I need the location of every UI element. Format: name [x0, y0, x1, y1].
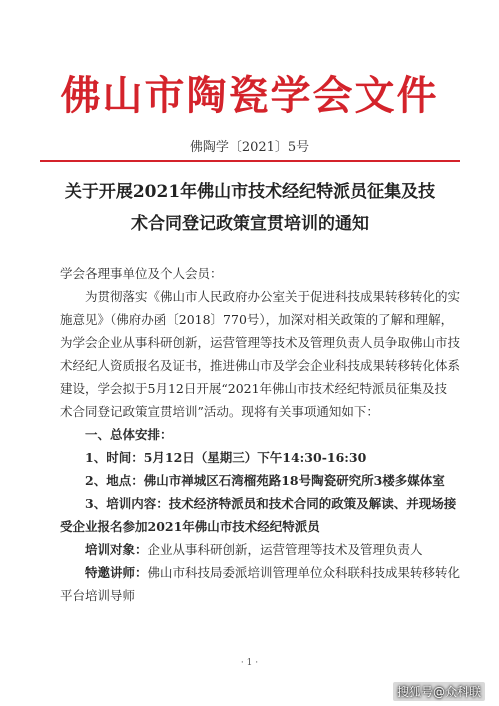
notice-body — [60, 262, 462, 607]
section-heading-arrangement: 一、总体安排： — [85, 427, 173, 442]
training-target-label: 培训对象： — [85, 542, 148, 557]
document-number: 佛陶学〔2021〕5号 — [189, 140, 310, 155]
notice-title-line-2: 术合同登记政策宣贯培训的通知 — [131, 214, 369, 234]
item-time: 1、时间：5月12日（星期三）下午14:30-16:30 — [85, 450, 367, 465]
intro-line-2: 施意见》（佛府办函〔2018〕770号），加深对相关政策的了解和理解， — [60, 312, 454, 327]
item-content-line-2: 受企业报名参加2021年佛山市技术经纪特派员 — [60, 519, 320, 534]
intro-line-3: 为学会企业从事科研创新，运营管理等技术及管理负责人员争取佛山市技 — [60, 335, 461, 350]
intro-line-1: 为贯彻落实《佛山市人民政府办公室关于促进科技成果转移转化的实 — [85, 289, 461, 304]
guest-lecturer-text: 佛山市科技局委派培训管理单位众科联科技成果转移转化 — [147, 565, 461, 580]
notice-title — [40, 176, 460, 240]
item-location: 2、地点：佛山市禅城区石湾榴苑路18号陶瓷研究所3楼多媒体室 — [85, 473, 445, 488]
guest-lecturer — [60, 561, 462, 584]
intro-line-5: 建设，学会拟于5月12日开展“2021年佛山市技术经纪特派员征集及技 — [60, 381, 448, 396]
training-target — [60, 538, 462, 561]
training-target-text: 企业从事科研创新，运营管理等技术及管理负责人 — [147, 542, 423, 557]
page-number: · 1 · — [240, 658, 259, 668]
intro-line-4: 术经纪人资质报名及证书，推进佛山市及学会企业科技成果转移转化体系 — [60, 358, 461, 373]
red-divider-line — [40, 160, 460, 162]
intro-line-6: 术合同登记政策宣贯培训”活动。现将有关事项通知如下： — [60, 404, 379, 419]
guest-lecturer-line-2: 平台培训导师 — [60, 588, 136, 603]
source-watermark: 搜狐号@众科联 — [393, 682, 485, 701]
org-header-title: 佛山市陶瓷学会文件 — [60, 72, 439, 119]
notice-title-line-1: 关于开展2021年佛山市技术经纪特派员征集及技 — [64, 182, 436, 202]
guest-lecturer-label: 特邀讲师： — [85, 565, 148, 580]
item-content-line-1: 3、培训内容：技术经济特派员和技术合同的政策及解读、并现场接 — [85, 496, 457, 511]
salutation: 学会各理事单位及个人会员： — [60, 266, 223, 281]
